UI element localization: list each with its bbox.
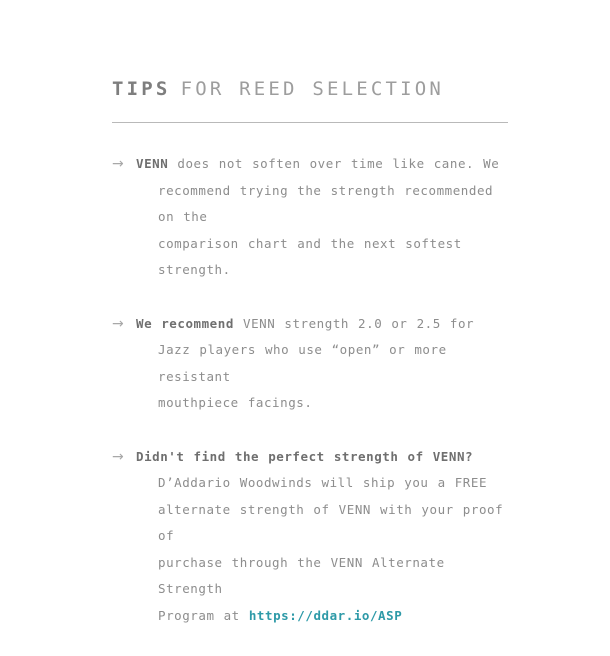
arrow-icon: → [112,315,124,332]
tip-line-2: Jazz players who use “open” or more resistant [158,342,447,384]
tip-text [136,311,512,417]
tip-line-5-prefix: Program at [158,607,249,623]
tip-line-3: alternate strength of VENN with your proof of [158,501,504,543]
tip-lead: We recommend [136,315,234,331]
content-block [112,78,512,656]
tip-lead: VENN [136,156,169,171]
tip-text [136,151,512,284]
tip-line-3: comparison chart and the next softest strength. [158,235,462,277]
arrow-icon: → [112,448,124,465]
page-title-strong: TIPS [112,78,171,100]
tip-line-1: VENN strength 2.0 or 2.5 for [233,315,475,331]
asp-program-link[interactable]: https://ddar.io/ASP [248,607,403,623]
tip-line-5 [136,603,512,630]
tip-lead: Didn't find the perfect strength of VENN? [136,448,474,464]
list-item [112,311,512,417]
tip-line-1: does not soften over time like cane. We [168,156,500,171]
tip-line-2: D’Addario Woodwinds will ship you a FREE [158,475,488,490]
tip-line-2: recommend trying the strength recommended on the [158,182,494,224]
list-item [112,444,512,630]
tip-text [136,444,512,630]
title-divider [112,122,508,123]
page-title-rest: FOR REED SELECTION [180,78,445,100]
list-item [112,151,512,284]
arrow-icon: → [112,156,124,172]
tip-line-3: mouthpiece facings. [158,395,313,410]
tip-line-4: purchase through the VENN Alternate Strength [158,554,445,596]
tips-list [112,151,512,629]
page-title [112,78,512,100]
